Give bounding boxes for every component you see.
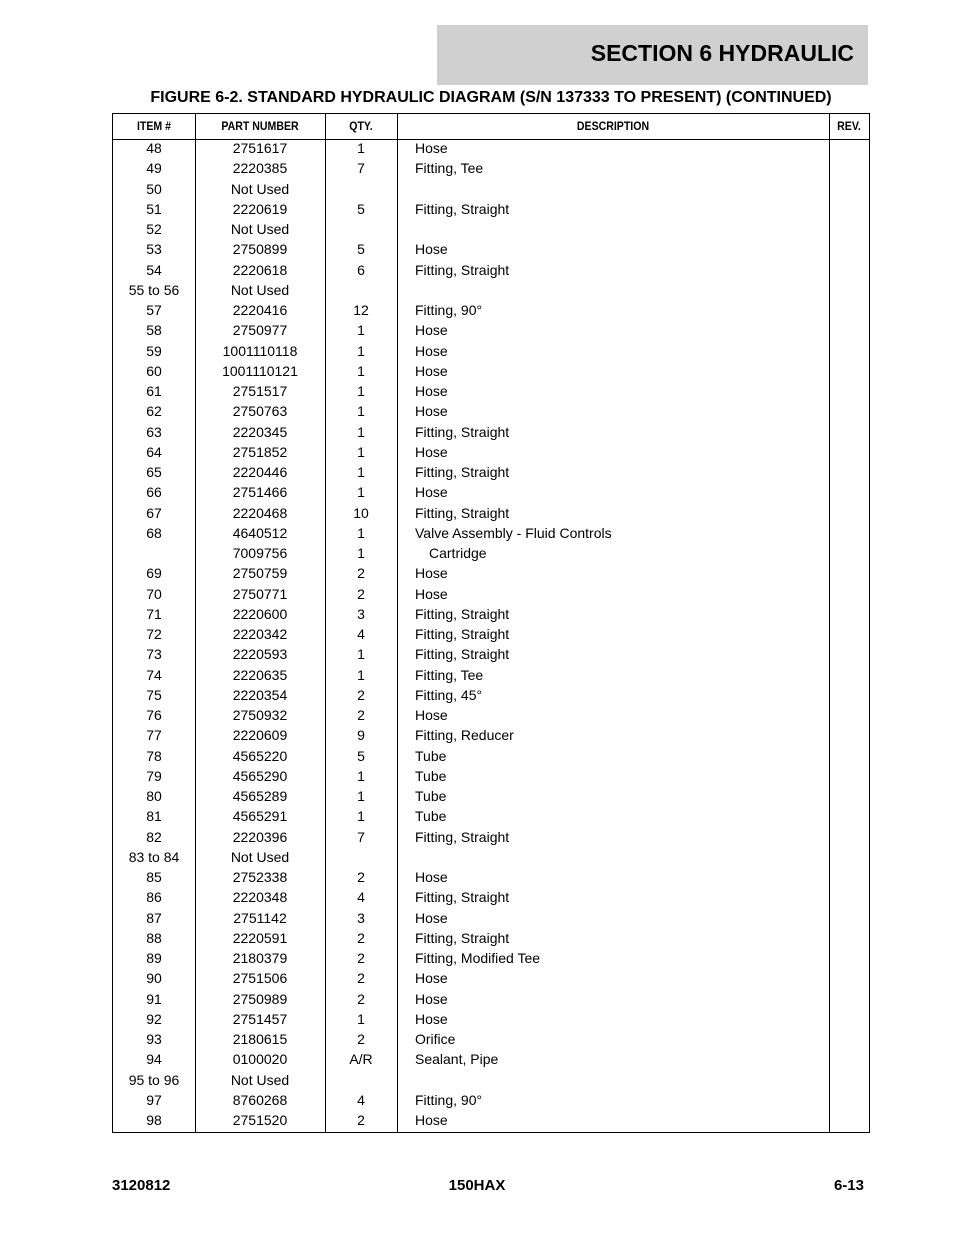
part-number-cell: Not Used: [230, 180, 290, 197]
table-row: [113, 707, 869, 727]
item-cell: 81: [146, 808, 162, 825]
item-cell: 93: [146, 1031, 162, 1047]
item-cell: 87: [146, 909, 162, 926]
item-cell: 88: [146, 929, 162, 946]
table-row: [113, 363, 869, 383]
part-number-cell: 2220396: [232, 828, 288, 845]
table-row: [113, 1031, 869, 1051]
item-cell: 77: [146, 727, 162, 744]
table-row: [113, 160, 869, 180]
part-number-cell: 2220385: [232, 160, 288, 177]
part-number-cell: 2751617: [232, 140, 288, 156]
description-cell: Fitting, Tee: [415, 666, 484, 683]
table-row: [113, 1051, 869, 1071]
header-item: ITEM #: [136, 119, 172, 133]
table-row: [113, 667, 869, 687]
qty-cell: 5: [357, 747, 365, 764]
item-cell: 75: [146, 686, 162, 703]
description-cell: Hose: [415, 362, 448, 379]
part-number-cell: 4640512: [232, 524, 288, 541]
item-cell: 57: [146, 302, 162, 318]
qty-cell: 2: [357, 707, 365, 723]
part-number-cell: 2750989: [232, 990, 288, 1007]
table-row: [113, 869, 869, 889]
part-number-cell: 1001110121: [222, 362, 298, 379]
table-row: [113, 808, 869, 828]
description-cell: Fitting, 90°: [415, 1091, 483, 1108]
qty-cell: 2: [357, 1031, 365, 1047]
table-row: [113, 262, 869, 282]
part-number-cell: 2220468: [232, 504, 288, 521]
item-cell: 74: [146, 666, 162, 683]
qty-cell: 1: [357, 808, 365, 825]
description-cell: Fitting, Straight: [415, 200, 510, 217]
header-part-number: PART NUMBER: [221, 119, 299, 133]
item-cell: 70: [146, 585, 162, 602]
item-cell: 51: [146, 200, 162, 217]
description-cell: Fitting, Straight: [415, 889, 510, 906]
item-cell: 60: [146, 362, 162, 379]
part-number-cell: 2751457: [232, 1010, 288, 1027]
description-cell: Fitting, Modified Tee: [415, 950, 541, 966]
item-cell: 64: [146, 443, 162, 460]
table-row: [113, 565, 869, 585]
item-cell: 58: [146, 322, 162, 339]
section-header: [437, 25, 868, 85]
item-cell: 92: [146, 1010, 162, 1027]
description-cell: Valve Assembly - Fluid Controls: [415, 524, 612, 541]
description-cell: Sealant, Pipe: [415, 1051, 499, 1068]
qty-cell: 1: [357, 788, 365, 804]
description-cell: Fitting, Straight: [415, 828, 510, 845]
figure-title: FIGURE 6-2. STANDARD HYDRAULIC DIAGRAM (S/N 137333 TO PRESENT) (CONTINUED): [150, 89, 832, 106]
part-number-cell: 2220609: [232, 727, 288, 744]
description-cell: Fitting, Straight: [415, 504, 510, 521]
qty-cell: 1: [357, 524, 365, 541]
qty-cell: 5: [357, 200, 365, 217]
item-cell: 49: [146, 160, 162, 177]
qty-cell: 3: [357, 909, 365, 926]
table-row: [113, 606, 869, 626]
qty-cell: 9: [357, 727, 365, 744]
item-cell: 89: [146, 950, 162, 966]
description-cell: Fitting, 90°: [415, 302, 483, 318]
part-number-cell: 4565291: [232, 808, 288, 825]
qty-cell: 1: [357, 1010, 365, 1027]
item-cell: 50: [146, 180, 162, 197]
item-cell: 54: [146, 261, 162, 278]
description-cell: Fitting, Straight: [415, 626, 510, 642]
qty-cell: 6: [357, 261, 365, 278]
description-cell: Fitting, Reducer: [415, 727, 514, 744]
qty-cell: 7: [357, 828, 365, 845]
description-cell: Fitting, Straight: [415, 261, 510, 278]
table-row: [113, 383, 869, 403]
parts-table: [112, 113, 870, 1133]
table-row: [113, 849, 869, 869]
qty-cell: 1: [357, 443, 365, 460]
item-cell: 65: [146, 464, 162, 480]
description-cell: Hose: [415, 585, 448, 602]
qty-cell: 2: [357, 970, 365, 987]
item-cell: 78: [146, 747, 162, 764]
part-number-cell: 2220619: [232, 200, 288, 217]
part-number-cell: 2750977: [232, 322, 288, 339]
header-rev: REV.: [837, 119, 861, 133]
table-row: [113, 484, 869, 504]
item-cell: 59: [146, 342, 162, 359]
table-row: [113, 748, 869, 768]
item-cell: 80: [146, 788, 162, 804]
table-header: [113, 114, 869, 140]
item-cell: 94: [146, 1051, 162, 1068]
table-row: [113, 424, 869, 444]
item-cell: 82: [146, 828, 162, 845]
part-number-cell: 2751142: [233, 909, 287, 926]
table-row: [113, 646, 869, 666]
table-row: [113, 586, 869, 606]
item-cell: 55 to 56: [128, 281, 180, 298]
description-cell: Hose: [415, 909, 448, 926]
description-cell: Tube: [415, 767, 447, 784]
qty-cell: 1: [357, 767, 365, 784]
table-row: [113, 1011, 869, 1031]
part-number-cell: 2220618: [232, 261, 288, 278]
part-number-cell: 2220600: [232, 605, 288, 622]
qty-cell: 1: [357, 322, 365, 339]
item-cell: 79: [146, 767, 162, 784]
table-row: [113, 950, 869, 970]
qty-cell: 2: [357, 950, 365, 966]
qty-cell: 1: [357, 545, 365, 561]
description-cell: Hose: [415, 1010, 448, 1027]
qty-cell: 2: [357, 565, 365, 582]
header-qty: QTY.: [349, 119, 373, 133]
part-number-cell: Not Used: [230, 281, 290, 298]
item-cell: 48: [146, 140, 162, 156]
item-cell: 73: [146, 646, 162, 663]
table-row: [113, 302, 869, 322]
table-row: [113, 140, 869, 160]
description-cell: Hose: [415, 484, 448, 501]
description-cell: Tube: [415, 747, 447, 764]
table-row: [113, 626, 869, 646]
table-row: [113, 727, 869, 747]
item-cell: 90: [146, 970, 162, 987]
part-number-cell: 2750763: [232, 403, 288, 420]
part-number-cell: 4565289: [232, 788, 288, 804]
item-cell: 67: [146, 504, 162, 521]
part-number-cell: 2220593: [232, 646, 288, 663]
qty-cell: 10: [353, 504, 369, 521]
description-cell: Fitting, Straight: [415, 605, 510, 622]
part-number-cell: 2220342: [232, 626, 288, 642]
part-number-cell: 2751466: [232, 484, 288, 501]
footer-model: 150HAX: [448, 1177, 506, 1194]
item-cell: 61: [146, 383, 162, 399]
item-cell: 86: [146, 889, 162, 906]
footer-doc-number: 3120812: [112, 1177, 171, 1194]
table-row: [113, 322, 869, 342]
description-cell: Hose: [415, 869, 448, 885]
qty-cell: 1: [357, 140, 365, 156]
qty-cell: 7: [357, 160, 365, 177]
part-number-cell: Not Used: [230, 1071, 290, 1088]
table-row: [113, 241, 869, 261]
qty-cell: 3: [357, 605, 365, 622]
item-cell: 52: [146, 221, 162, 237]
table-row: [113, 221, 869, 241]
part-number-cell: 2220446: [232, 464, 288, 480]
description-cell: Tube: [415, 788, 447, 804]
description-cell: Hose: [415, 342, 448, 359]
part-number-cell: 2220354: [232, 686, 288, 703]
table-row: [113, 1112, 869, 1132]
item-cell: 72: [146, 626, 162, 642]
description-cell: Hose: [415, 990, 448, 1007]
description-cell: Hose: [415, 707, 448, 723]
qty-cell: 4: [357, 1091, 365, 1108]
part-number-cell: 8760268: [232, 1091, 288, 1108]
description-cell: Hose: [415, 322, 448, 339]
qty-cell: 2: [357, 1112, 365, 1128]
description-cell: Hose: [415, 970, 448, 987]
item-cell: 68: [146, 524, 162, 541]
part-number-cell: 2220635: [232, 666, 288, 683]
description-cell: Tube: [415, 808, 447, 825]
table-row: [113, 282, 869, 302]
table-row: [113, 545, 869, 565]
part-number-cell: 2180615: [232, 1031, 288, 1047]
table-row: [113, 930, 869, 950]
qty-cell: 4: [357, 889, 365, 906]
qty-cell: 2: [357, 585, 365, 602]
qty-cell: 1: [357, 383, 365, 399]
description-cell: Hose: [415, 403, 448, 420]
part-number-cell: 2751517: [232, 383, 288, 399]
table-row: [113, 829, 869, 849]
item-cell: 63: [146, 423, 162, 440]
qty-cell: 1: [357, 484, 365, 501]
table-body: [113, 140, 869, 1132]
qty-cell: 1: [357, 403, 365, 420]
part-number-cell: 2750759: [232, 565, 288, 582]
qty-cell: 1: [357, 666, 365, 683]
description-cell: Hose: [415, 140, 448, 156]
qty-cell: 2: [357, 869, 365, 885]
item-cell: 97: [146, 1091, 162, 1108]
table-row: [113, 181, 869, 201]
item-cell: 83 to 84: [128, 848, 180, 865]
table-row: [113, 201, 869, 221]
part-number-cell: 1001110118: [222, 342, 298, 359]
description-cell: Hose: [415, 565, 448, 582]
item-cell: 98: [146, 1112, 162, 1128]
table-row: [113, 1092, 869, 1112]
part-number-cell: 2752338: [232, 869, 288, 885]
table-row: [113, 505, 869, 525]
item-cell: 91: [146, 990, 162, 1007]
description-cell: Fitting, 45°: [415, 686, 483, 703]
part-number-cell: 4565220: [232, 747, 288, 764]
table-row: [113, 403, 869, 423]
table-row: [113, 991, 869, 1011]
part-number-cell: 4565290: [232, 767, 288, 784]
description-cell: Cartridge: [429, 545, 487, 561]
item-cell: 69: [146, 565, 162, 582]
description-cell: Hose: [415, 1112, 448, 1128]
qty-cell: 2: [357, 990, 365, 1007]
part-number-cell: 2220348: [232, 889, 288, 906]
part-number-cell: 2750899: [232, 241, 288, 258]
item-cell: 53: [146, 241, 162, 258]
description-cell: Hose: [415, 443, 448, 460]
item-cell: 85: [146, 869, 162, 885]
part-number-cell: 2220416: [232, 302, 288, 318]
description-cell: Fitting, Straight: [415, 464, 510, 480]
table-row: [113, 687, 869, 707]
qty-cell: A/R: [349, 1051, 373, 1068]
qty-cell: 12: [353, 302, 369, 318]
item-cell: 95 to 96: [128, 1071, 180, 1088]
table-row: [113, 1072, 869, 1092]
item-cell: 62: [146, 403, 162, 420]
footer-page-number: 6-13: [833, 1177, 864, 1194]
part-number-cell: 2751520: [232, 1112, 288, 1128]
description-cell: Fitting, Tee: [415, 160, 484, 177]
description-cell: Hose: [415, 241, 448, 258]
part-number-cell: Not Used: [230, 848, 290, 865]
description-cell: Hose: [415, 383, 448, 399]
qty-cell: 4: [357, 626, 365, 642]
table-row: [113, 889, 869, 909]
table-row: [113, 464, 869, 484]
table-row: [113, 910, 869, 930]
qty-cell: 1: [357, 646, 365, 663]
qty-cell: 5: [357, 241, 365, 258]
part-number-cell: 2220591: [232, 929, 288, 946]
table-row: [113, 343, 869, 363]
description-cell: Orifice: [415, 1031, 456, 1047]
table-row: [113, 444, 869, 464]
table-row: [113, 768, 869, 788]
part-number-cell: Not Used: [230, 221, 290, 237]
qty-cell: 1: [357, 464, 365, 480]
description-cell: Fitting, Straight: [415, 423, 510, 440]
header-description: DESCRIPTION: [576, 119, 650, 133]
qty-cell: 2: [357, 686, 365, 703]
item-cell: 76: [146, 707, 162, 723]
qty-cell: 2: [357, 929, 365, 946]
part-number-cell: 7009756: [232, 545, 288, 561]
table-row: [113, 525, 869, 545]
section-title: SECTION 6 HYDRAULIC: [590, 40, 854, 66]
table-row: [113, 788, 869, 808]
table-row: [113, 970, 869, 990]
item-cell: 66: [146, 484, 162, 501]
description-cell: Fitting, Straight: [415, 646, 510, 663]
qty-cell: 1: [357, 362, 365, 379]
part-number-cell: 2751506: [232, 970, 288, 987]
part-number-cell: 2751852: [232, 443, 288, 460]
qty-cell: 1: [357, 423, 365, 440]
part-number-cell: 2180379: [232, 950, 288, 966]
part-number-cell: 2220345: [232, 423, 288, 440]
item-cell: 71: [146, 605, 162, 622]
part-number-cell: 0100020: [232, 1051, 288, 1068]
part-number-cell: 2750771: [232, 585, 288, 602]
description-cell: Fitting, Straight: [415, 929, 510, 946]
qty-cell: 1: [357, 342, 365, 359]
part-number-cell: 2750932: [232, 707, 288, 723]
